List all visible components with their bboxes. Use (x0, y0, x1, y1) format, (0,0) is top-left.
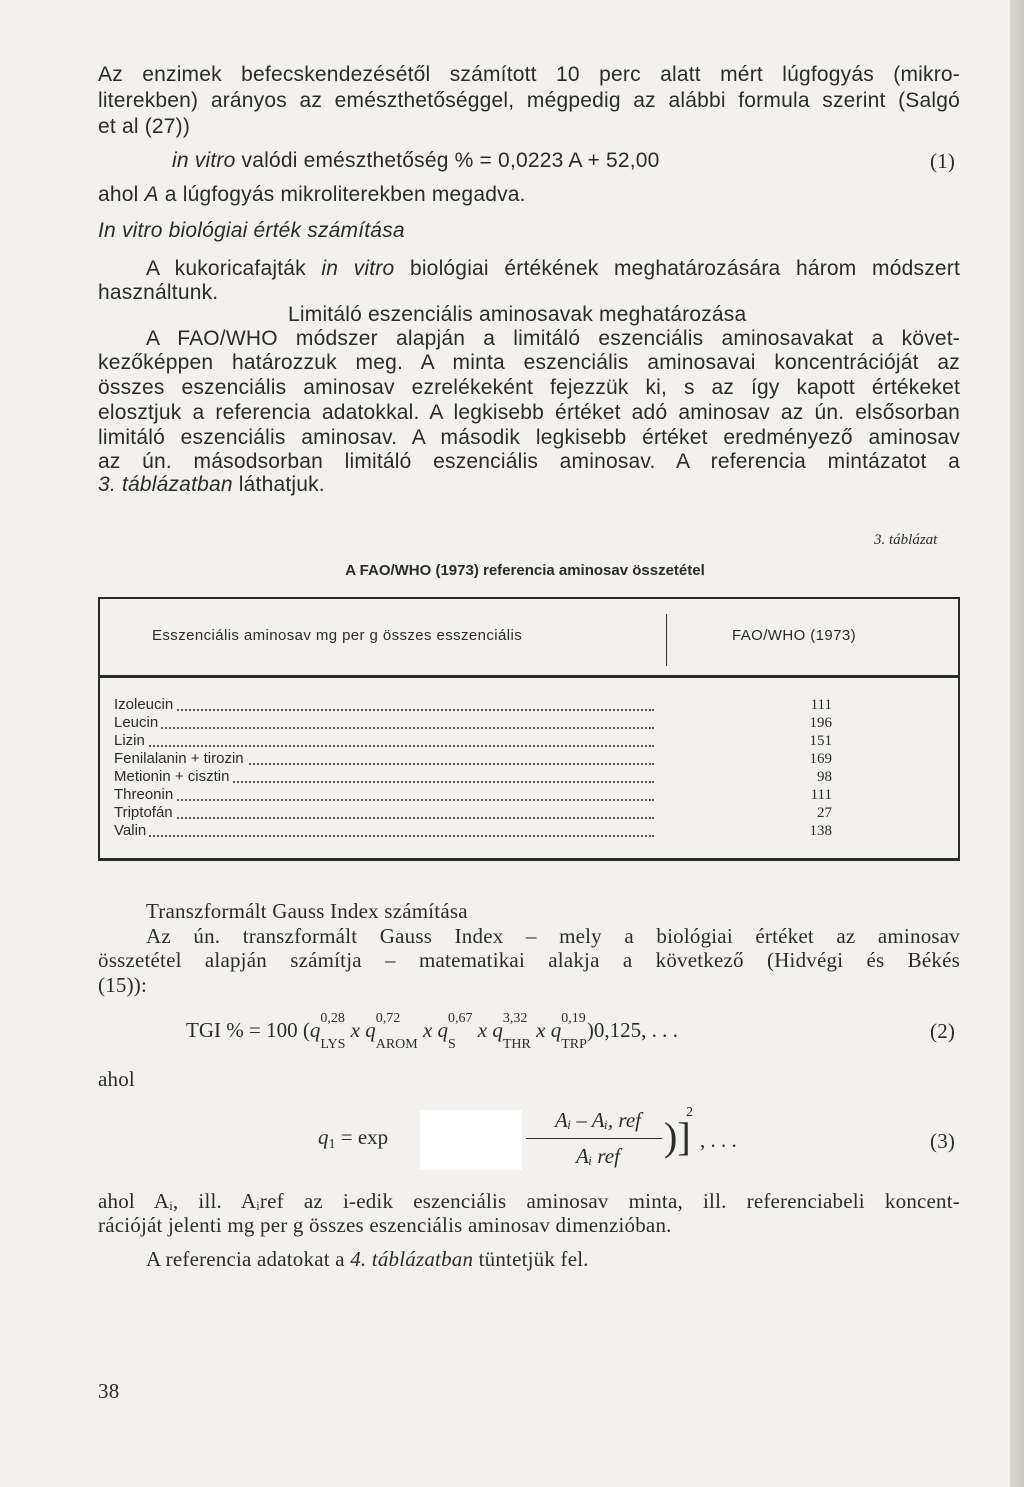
ahol-label: ahol (98, 1067, 135, 1091)
sub-thr: THR (502, 1037, 531, 1052)
paragraph-1-line-1: Az enzimek befecskendezésétől számított 10 perc alatt mért lúgfogyás (mikro- (98, 63, 960, 86)
sub-arom: AROM (375, 1037, 418, 1052)
formula-2-q: q (365, 1018, 376, 1042)
in-vitro-line-1-pre: A kukoricafajták (146, 257, 322, 280)
formula-2-term-thr (502, 1011, 531, 1052)
paragraph-1-line-2: literekben) arányos az emészthetőséggel, mégpedig az alábbi formula szerint (Salgó (98, 89, 960, 112)
amino-acid-name: Valin (114, 822, 149, 839)
times-sign: x (422, 1018, 433, 1042)
table-header-separator (100, 675, 958, 678)
formula-1-text: valódi emészthetőség % = 0,0223 A + 52,00 (241, 149, 660, 172)
section-limiting-line-6: az ún. másodsorban limitáló eszenciális aminosav. A referencia mintázatot a (98, 450, 960, 473)
table-row (114, 732, 654, 750)
section-limiting-line-3: összes eszenciális aminosav ezrelékeként fejezzük ki, s az így kapott értékeket (98, 376, 960, 399)
note-3-line-1: ahol Aᵢ, ill. Aᵢref az i-edik eszenciális aminosav minta, ill. referenciabeli koncent- (98, 1189, 960, 1213)
section-tgi-line-3: (15)): (98, 973, 148, 997)
table-header-divider (666, 614, 667, 666)
sub-s: S (448, 1037, 456, 1052)
sub-lys: LYS (320, 1037, 346, 1052)
section-limiting-line-2: kezőképpen határozzuk meg. A minta eszenciális aminosavai koncentrációját az (98, 351, 960, 374)
table-row (114, 750, 654, 768)
section-limiting-heading: Limitáló eszenciális aminosavak meghatározása (288, 303, 747, 326)
formula-1-prefix: in vitro (172, 149, 236, 172)
formula-1-note-pre: ahol (98, 183, 145, 206)
closing-pre: A referencia adatokat a (146, 1247, 351, 1271)
page-number: 38 (98, 1379, 120, 1403)
formula-2-term-arom (375, 1011, 418, 1052)
table-header-fao-who: FAO/WHO (1973) (732, 627, 856, 644)
formula-1-note-post: a lúgfogyás mikroliterekben megadva. (158, 183, 526, 206)
section-limiting-line-1: A FAO/WHO módszer alapján a limitáló eszenciális aminosavakat a követ- (146, 327, 960, 350)
formula-2 (186, 1011, 678, 1052)
times-sign: x (477, 1018, 488, 1042)
section-limiting-line-5: limitáló eszenciális aminosav. A második legkisebb értéket eredményező aminosav (98, 426, 960, 449)
table-caption: 3. táblázat (874, 532, 938, 548)
section-in-vitro-line-2: használtunk. (98, 281, 219, 304)
formula-2-term-trp (561, 1011, 587, 1052)
formula-3-blank-area (420, 1110, 522, 1170)
formula-1-number: (1) (930, 149, 956, 173)
amino-acid-value: 151 (809, 733, 832, 749)
times-sign: x (350, 1018, 360, 1042)
reference-table (98, 597, 960, 861)
formula-3-denominator: Aᵢ ref (576, 1144, 620, 1168)
formula-1-note-var: A (144, 183, 159, 206)
exp-s: 0,67 (448, 1011, 473, 1026)
formula-3-number: (3) (930, 1129, 956, 1153)
formula-2-number: (2) (930, 1019, 956, 1043)
table-row (114, 786, 654, 804)
amino-acid-value: 27 (817, 805, 832, 821)
section-tgi-heading: Transzformált Gauss Index számítása (146, 899, 468, 923)
formula-3-numerator: Aᵢ – Aᵢ, ref (555, 1108, 641, 1132)
formula-2-term-s (448, 1011, 473, 1052)
in-vitro-line-1-italic: in vitro (321, 257, 395, 280)
amino-acid-name: Lizin (114, 732, 148, 749)
section-tgi-line-2: összetétel alapján számítja – matematikai alakja a következő (Hidvégi és Békés (98, 948, 960, 972)
formula-3-q: q (318, 1125, 329, 1149)
table-row (114, 714, 654, 732)
amino-acid-value: 169 (809, 751, 832, 767)
section-limiting-line-4: elosztjuk a referencia adatokkal. A legkisebb értéket adó aminosav az ún. elsősorban (98, 401, 960, 424)
amino-acid-name: Triptofán (114, 804, 176, 821)
formula-1 (172, 148, 660, 174)
exp-arom: 0,72 (375, 1011, 401, 1026)
table-row (114, 804, 654, 822)
table-row (114, 768, 654, 786)
amino-acid-name: Izoleucin (114, 696, 176, 713)
formula-3-fraction-bar (526, 1138, 662, 1139)
formula-3-exponent: 2 (686, 1105, 693, 1120)
amino-acid-name: Threonin (114, 786, 176, 803)
formula-3-exp: = exp (340, 1125, 389, 1149)
formula-2-q: q (492, 1018, 503, 1042)
formula-3-right-bracket: )] (664, 1114, 691, 1159)
amino-acid-value: 196 (809, 715, 832, 731)
formula-2-term-lys (320, 1011, 346, 1052)
formula-2-q: q (550, 1018, 562, 1042)
section-tgi-line-1: Az ún. transzformált Gauss Index – mely a biológiai értéket az aminosav (146, 924, 960, 948)
paragraph-1-line-3: et al (27)) (98, 115, 191, 138)
formula-3-tail: , . . . (700, 1128, 737, 1152)
amino-acid-name: Fenilalanin + tirozin (114, 750, 247, 767)
in-vitro-line-1-post: biológiai értékének meghatározására három módszert (394, 257, 961, 280)
sub-trp: TRP (561, 1037, 587, 1052)
times-sign: x (536, 1018, 546, 1042)
formula-3-lhs (318, 1125, 388, 1150)
section-limiting-line-7-post: láthatjuk. (232, 473, 325, 496)
amino-acid-value: 111 (810, 787, 832, 803)
amino-acid-name: Metionin + cisztin (114, 768, 232, 785)
table-reference-italic: 3. táblázatban (98, 473, 233, 496)
closing-post: tüntetjük fel. (473, 1247, 589, 1271)
section-limiting-line-7 (98, 472, 325, 498)
exp-thr: 3,32 (502, 1011, 528, 1026)
formula-2-q: q (309, 1018, 321, 1042)
section-in-vitro-heading: In vitro biológiai érték számítása (98, 219, 405, 242)
table-title: A FAO/WHO (1973) referencia aminosav összetétel (345, 562, 705, 579)
exp-lys: 0,28 (320, 1011, 345, 1026)
formula-2-q: q (437, 1018, 449, 1042)
note-3-line-2: rációját jelenti mg per g összes eszenciális aminosav dimenzióban. (98, 1213, 672, 1237)
amino-acid-value: 111 (810, 697, 832, 713)
section-in-vitro-line-1 (146, 256, 960, 282)
amino-acid-value: 98 (817, 769, 832, 785)
table-header-amino-acid: Esszenciális aminosav mg per g összes esszenciális (152, 627, 523, 644)
formula-2-tail: )0,125, . . . (586, 1018, 678, 1042)
page-edge-shadow (1010, 0, 1024, 1487)
amino-acid-value: 138 (809, 823, 832, 839)
amino-acid-name: Leucin (114, 714, 161, 731)
table-row (114, 822, 654, 840)
table-row (114, 696, 654, 714)
exp-trp: 0,19 (561, 1011, 586, 1026)
closing-italic: 4. táblázatban (350, 1247, 474, 1271)
formula-2-lhs: TGI % = 100 ( (186, 1018, 310, 1042)
formula-3-q-sub: 1 (328, 1137, 336, 1152)
closing-sentence (146, 1246, 589, 1272)
formula-1-note (98, 182, 526, 208)
